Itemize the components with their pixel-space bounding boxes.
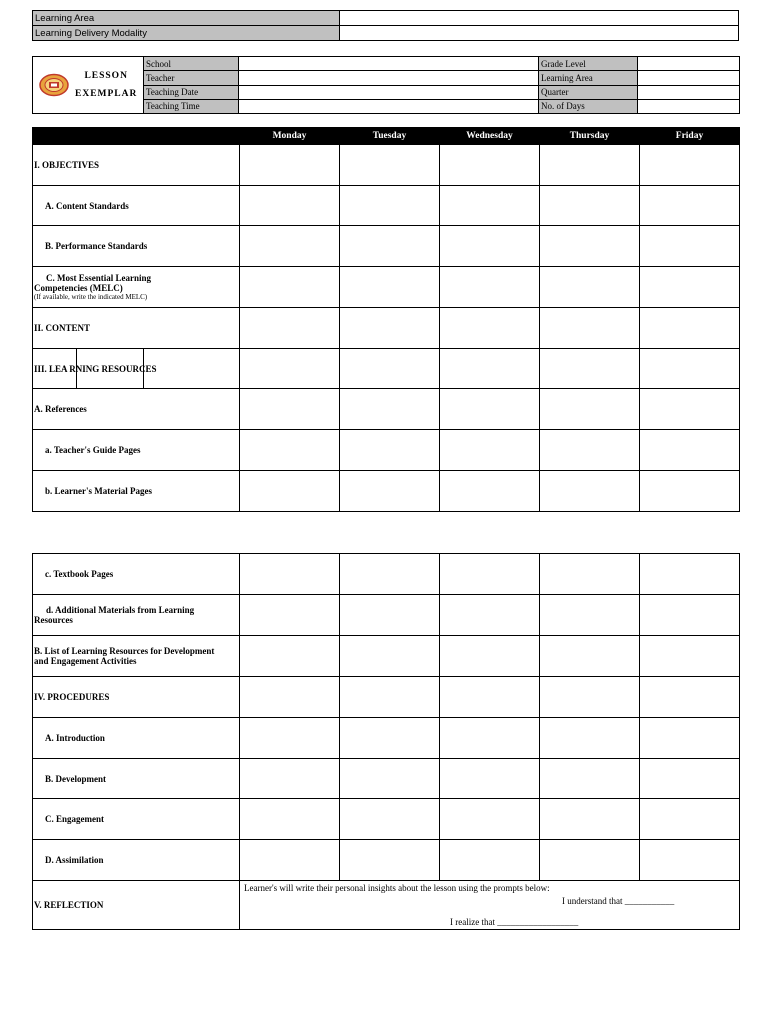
table-row — [33, 145, 740, 186]
delivery-modality-label: Learning Delivery Modality — [33, 26, 340, 41]
cell[interactable] — [340, 186, 440, 226]
cell[interactable] — [240, 554, 340, 595]
table-row — [33, 718, 740, 759]
cell[interactable] — [340, 677, 440, 718]
cell[interactable] — [440, 308, 540, 349]
cell[interactable] — [240, 677, 340, 718]
cell[interactable] — [340, 595, 440, 636]
lesson-header-table — [32, 56, 740, 114]
cell[interactable] — [240, 840, 340, 881]
lesson-plan-grid-2 — [32, 553, 740, 930]
cell[interactable] — [440, 595, 540, 636]
cell[interactable] — [340, 430, 440, 471]
cell[interactable] — [540, 145, 640, 186]
cell[interactable] — [440, 759, 540, 799]
cell[interactable] — [640, 636, 740, 677]
cell[interactable] — [640, 430, 740, 471]
row-melc: C. Most Essential Learning Competencies (MELC) (If available, write the indicated MELC) — [33, 267, 240, 308]
day-friday: Friday — [640, 128, 740, 145]
row-learning-resources: III. LEA RNING RESOURCES — [33, 349, 240, 389]
cell[interactable] — [340, 145, 440, 186]
day-thursday: Thursday — [540, 128, 640, 145]
school-field[interactable] — [239, 57, 539, 71]
cell[interactable] — [540, 186, 640, 226]
table-row — [33, 759, 740, 799]
cell[interactable] — [440, 636, 540, 677]
table-row — [33, 677, 740, 718]
cell[interactable] — [340, 759, 440, 799]
cell[interactable] — [340, 840, 440, 881]
reflection-understand: I understand that ___________ — [562, 896, 675, 906]
table-row — [33, 799, 740, 840]
grade-level-field[interactable] — [638, 57, 740, 71]
table-row — [33, 430, 740, 471]
cell[interactable] — [240, 267, 340, 308]
cell[interactable] — [240, 718, 340, 759]
cell[interactable] — [440, 799, 540, 840]
row-teachers-guide: a. Teacher's Guide Pages — [33, 430, 240, 471]
day-header-bar — [32, 127, 740, 145]
cell[interactable] — [640, 308, 740, 349]
table-row — [33, 308, 740, 349]
table-row — [33, 226, 740, 267]
quarter-field[interactable] — [638, 85, 740, 99]
school-label: School — [144, 57, 239, 71]
day-monday: Monday — [240, 128, 340, 145]
cell[interactable] — [640, 677, 740, 718]
teacher-label: Teacher — [144, 71, 239, 85]
row-engagement: C. Engagement — [33, 799, 240, 840]
table-row — [33, 389, 740, 430]
deped-logo-icon — [39, 73, 69, 97]
cell[interactable] — [340, 308, 440, 349]
row-assimilation: D. Assimilation — [33, 840, 240, 881]
row-reflection: V. REFLECTION — [33, 881, 240, 930]
cell[interactable] — [240, 759, 340, 799]
cell[interactable] — [640, 349, 740, 389]
teaching-time-field[interactable] — [239, 99, 539, 113]
cell[interactable] — [640, 554, 740, 595]
reflection-prompt-cell[interactable] — [240, 881, 740, 930]
learning-area-field-2[interactable] — [638, 71, 740, 85]
row-textbook: c. Textbook Pages — [33, 554, 240, 595]
row-references: A. References — [33, 389, 240, 430]
cell[interactable] — [640, 595, 740, 636]
teaching-time-label: Teaching Time — [144, 99, 239, 113]
cell[interactable] — [240, 349, 340, 389]
day-header-blank — [33, 128, 240, 145]
cell[interactable] — [540, 840, 640, 881]
cell[interactable] — [540, 718, 640, 759]
cell[interactable] — [440, 389, 540, 430]
table-row — [33, 554, 740, 595]
learning-area-field[interactable] — [340, 11, 739, 26]
melc-note: (If available, write the indicated MELC) — [34, 293, 148, 301]
cell[interactable] — [440, 471, 540, 512]
cell[interactable] — [440, 267, 540, 308]
row-learners-material: b. Learner's Material Pages — [33, 471, 240, 512]
cell[interactable] — [540, 389, 640, 430]
cell[interactable] — [340, 389, 440, 430]
table-row — [33, 595, 740, 636]
cell[interactable] — [440, 554, 540, 595]
cell[interactable] — [340, 471, 440, 512]
cell[interactable] — [540, 677, 640, 718]
lesson-exemplar-block — [33, 57, 144, 114]
table-row — [33, 349, 740, 389]
cell[interactable] — [240, 636, 340, 677]
table-row — [33, 267, 740, 308]
cell[interactable] — [240, 145, 340, 186]
teacher-field[interactable] — [239, 71, 539, 85]
cell[interactable] — [440, 145, 540, 186]
cell[interactable] — [640, 389, 740, 430]
no-of-days-field[interactable] — [638, 99, 740, 113]
learning-area-label: Learning Area — [33, 11, 340, 26]
cell[interactable] — [540, 226, 640, 267]
day-wednesday: Wednesday — [440, 128, 540, 145]
cell[interactable] — [340, 718, 440, 759]
cell[interactable] — [240, 471, 340, 512]
row-objectives: I. OBJECTIVES — [33, 145, 240, 186]
teaching-date-field[interactable] — [239, 85, 539, 99]
delivery-modality-field[interactable] — [340, 26, 739, 41]
top-info-table — [32, 10, 739, 41]
cell[interactable] — [640, 799, 740, 840]
no-of-days-label: No. of Days — [539, 99, 638, 113]
cell[interactable] — [440, 718, 540, 759]
cell[interactable] — [440, 186, 540, 226]
row-introduction: A. Introduction — [33, 718, 240, 759]
table-row — [33, 471, 740, 512]
reflection-prompt: Learner's will write their personal insights about the lesson using the prompts below: — [244, 883, 550, 893]
cell[interactable] — [640, 145, 740, 186]
cell[interactable] — [540, 471, 640, 512]
learning-area-label-2: Learning Area — [539, 71, 638, 85]
cell[interactable] — [640, 471, 740, 512]
cell[interactable] — [240, 430, 340, 471]
cell[interactable] — [640, 226, 740, 267]
cell[interactable] — [440, 840, 540, 881]
cell[interactable] — [340, 267, 440, 308]
cell[interactable] — [540, 349, 640, 389]
lesson-exemplar-title: LESSON EXEMPLAR — [75, 71, 138, 99]
grade-level-label: Grade Level — [539, 57, 638, 71]
quarter-label: Quarter — [539, 85, 638, 99]
cell[interactable] — [340, 799, 440, 840]
cell[interactable] — [240, 595, 340, 636]
row-development: B. Development — [33, 759, 240, 799]
cell[interactable] — [540, 799, 640, 840]
cell[interactable] — [540, 267, 640, 308]
cell[interactable] — [240, 226, 340, 267]
day-tuesday: Tuesday — [340, 128, 440, 145]
cell[interactable] — [540, 554, 640, 595]
cell[interactable] — [240, 308, 340, 349]
cell[interactable] — [540, 308, 640, 349]
row-performance-standards: B. Performance Standards — [33, 226, 240, 267]
cell[interactable] — [340, 349, 440, 389]
table-row — [33, 881, 740, 930]
row-content-standards: A. Content Standards — [33, 186, 240, 226]
cell[interactable] — [240, 389, 340, 430]
cell[interactable] — [640, 186, 740, 226]
cell[interactable] — [240, 186, 340, 226]
row-procedures: IV. PROCEDURES — [33, 677, 240, 718]
cell[interactable] — [540, 430, 640, 471]
cell[interactable] — [540, 595, 640, 636]
table-row — [33, 636, 740, 677]
cell[interactable] — [540, 759, 640, 799]
cell[interactable] — [240, 799, 340, 840]
reflection-realize: I realize that __________________ — [450, 917, 579, 927]
cell[interactable] — [340, 636, 440, 677]
cell[interactable] — [640, 759, 740, 799]
cell[interactable] — [640, 267, 740, 308]
table-row — [33, 186, 740, 226]
row-list-learning-resources: B. List of Learning Resources for Development and Engagement Activities — [33, 636, 240, 677]
cell[interactable] — [540, 636, 640, 677]
cell[interactable] — [440, 677, 540, 718]
lesson-plan-grid-1 — [32, 144, 740, 512]
table-row — [33, 840, 740, 881]
cell[interactable] — [440, 226, 540, 267]
cell[interactable] — [440, 349, 540, 389]
cell[interactable] — [340, 226, 440, 267]
cell[interactable] — [640, 840, 740, 881]
teaching-date-label: Teaching Date — [144, 85, 239, 99]
cell[interactable] — [440, 430, 540, 471]
cell[interactable] — [640, 718, 740, 759]
cell[interactable] — [340, 554, 440, 595]
row-additional-materials: d. Additional Materials from Learning Resources — [33, 595, 240, 636]
row-content: II. CONTENT — [33, 308, 240, 349]
